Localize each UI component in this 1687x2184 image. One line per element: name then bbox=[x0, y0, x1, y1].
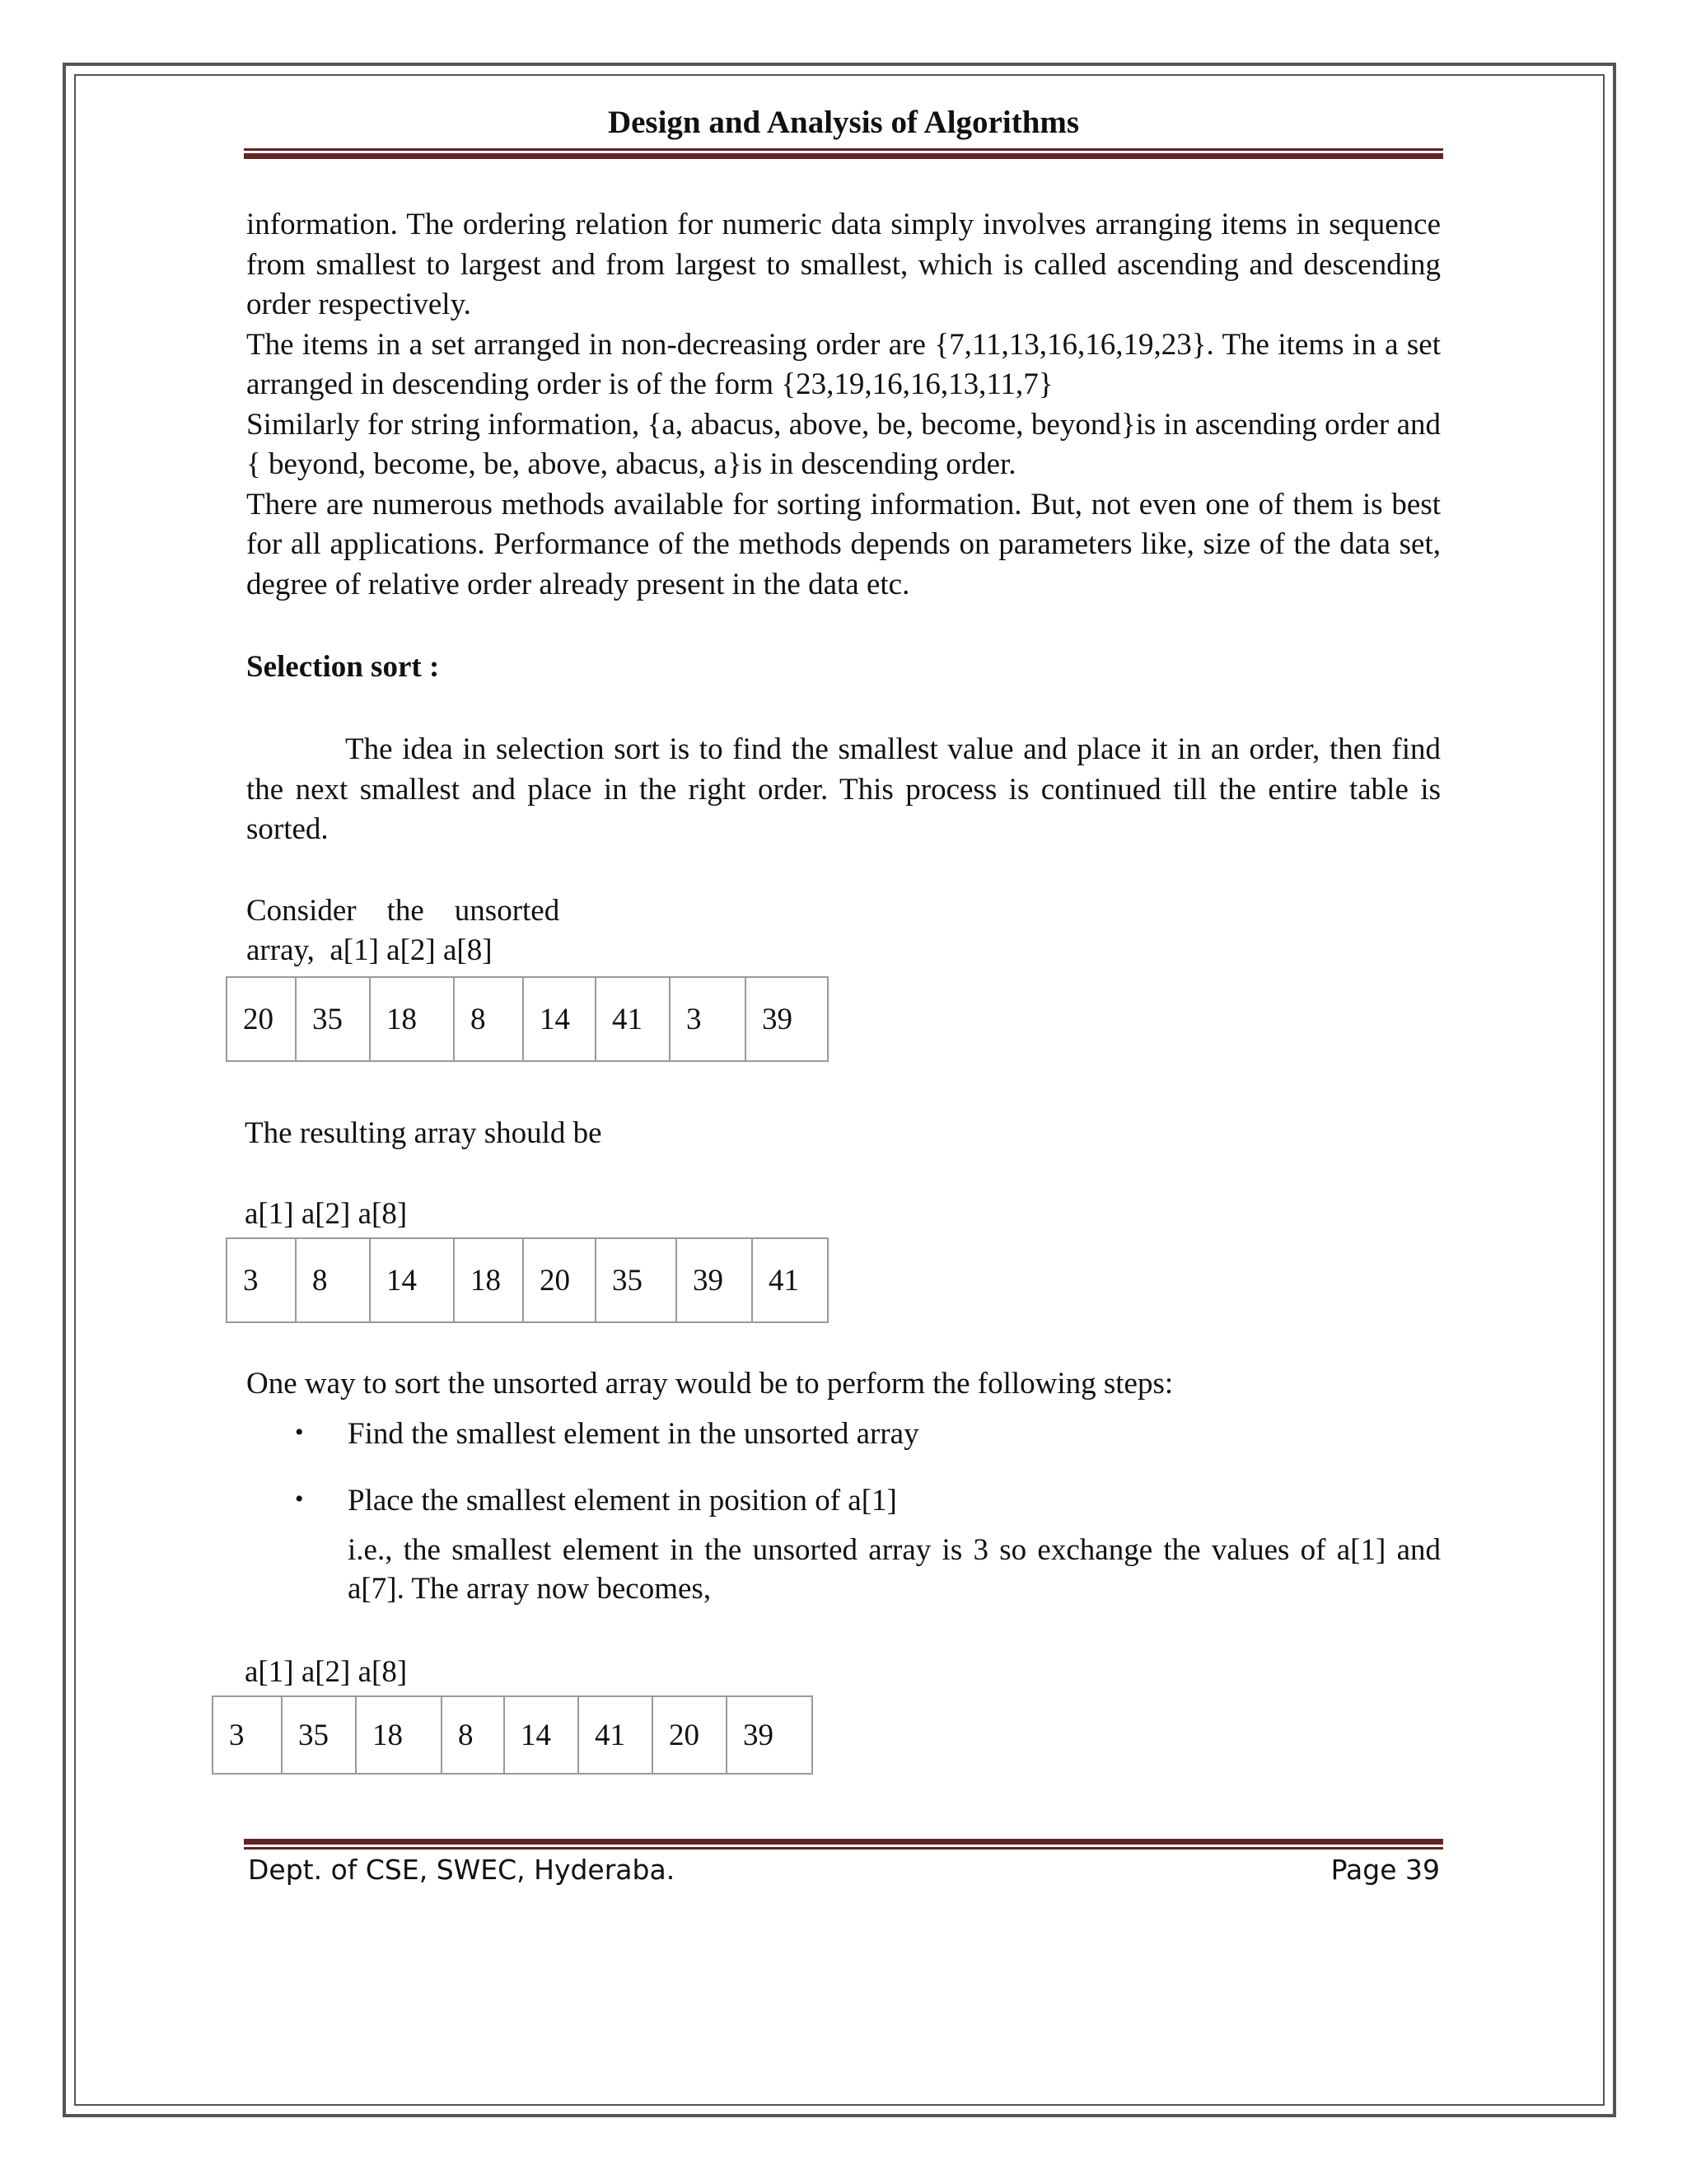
array-cell: 39 bbox=[745, 978, 829, 1060]
step-item: Place the smallest element in position of a[1] bbox=[348, 1484, 897, 1518]
paragraph: i.e., the smallest element in the unsorted array is 3 so exchange the values of a[1] and a[7]. The array now becomes, bbox=[348, 1533, 1441, 1606]
step-note bbox=[348, 1531, 1441, 1608]
array-cell: 20 bbox=[522, 1239, 595, 1321]
array-cell: 8 bbox=[441, 1697, 503, 1773]
array-cell: 18 bbox=[453, 1239, 522, 1321]
array-cell: 35 bbox=[281, 1697, 355, 1773]
page-number: Page 39 bbox=[1330, 1854, 1440, 1886]
footer-rule bbox=[244, 1839, 1443, 1850]
array-cell: 18 bbox=[369, 978, 453, 1060]
array-cell: 35 bbox=[595, 1239, 675, 1321]
consider-line: Consider the unsorted bbox=[246, 894, 560, 928]
array-cell: 14 bbox=[503, 1697, 577, 1773]
array-cell: 18 bbox=[355, 1697, 441, 1773]
resulting-label: The resulting array should be bbox=[245, 1116, 602, 1150]
array-cell: 35 bbox=[295, 978, 369, 1060]
array-cell: 3 bbox=[212, 1697, 281, 1773]
step-item: Find the smallest element in the unsorted array bbox=[348, 1417, 919, 1451]
bullet-icon: • bbox=[295, 1419, 304, 1446]
array-cell: 39 bbox=[675, 1239, 751, 1321]
array-cell: 3 bbox=[226, 1239, 295, 1321]
array-index-label: a[1] a[2] a[8] bbox=[245, 1655, 408, 1689]
steps-intro: One way to sort the unsorted array would be to perform the following steps: bbox=[246, 1367, 1174, 1401]
array-cell: 41 bbox=[595, 978, 669, 1060]
array-sorted bbox=[226, 1237, 829, 1323]
array-cell: 8 bbox=[295, 1239, 369, 1321]
array-index-label: array, a[1] a[2] a[8] bbox=[246, 933, 493, 967]
paragraph: The items in a set arranged in non-decreasing order are {7,11,13,16,16,19,23}. The items in a set arranged in descending order is of the form {23,19,16,16,13,11,7} bbox=[246, 327, 1441, 401]
array-cell: 41 bbox=[577, 1697, 652, 1773]
array-cell: 41 bbox=[751, 1239, 829, 1321]
array-cell: 39 bbox=[726, 1697, 813, 1773]
page-header-title: Design and Analysis of Algorithms bbox=[607, 105, 1080, 140]
array-cell: 8 bbox=[453, 978, 522, 1060]
array-index-label: a[1] a[2] a[8] bbox=[245, 1197, 408, 1231]
array-cell: 20 bbox=[226, 978, 295, 1060]
bullet-icon: • bbox=[295, 1485, 304, 1513]
paragraph: Similarly for string information, {a, abacus, above, be, become, beyond}is in ascending order and { beyond, become, be, above, abacus, a}is in descending order. bbox=[246, 407, 1441, 481]
paragraph: information. The ordering relation for numeric data simply involves arranging items in sequence from smallest to largest and from largest to smallest, which is called ascending and descending order respectively. bbox=[246, 208, 1441, 321]
array-cell: 14 bbox=[522, 978, 595, 1060]
footer-department: Dept. of CSE, SWEC, Hyderaba. bbox=[248, 1854, 675, 1886]
intro-text bbox=[246, 205, 1441, 605]
array-cell: 14 bbox=[369, 1239, 453, 1321]
paragraph: There are numerous methods available for sorting information. But, not even one of them is best for all applications. Performance of the methods depends on parameters like, size of the data set, degree of relative order already present in the data etc. bbox=[246, 487, 1441, 601]
array-cell: 20 bbox=[652, 1697, 726, 1773]
array-step-1 bbox=[212, 1695, 813, 1775]
section-heading: Selection sort : bbox=[246, 650, 440, 684]
header-rule bbox=[244, 148, 1443, 159]
array-cell: 3 bbox=[669, 978, 745, 1060]
section-text bbox=[246, 730, 1441, 850]
paragraph: The idea in selection sort is to find the smallest value and place it in an order, then find the next smallest and place in the right order. This process is continued till the entire table is sorted. bbox=[246, 732, 1441, 846]
array-unsorted bbox=[226, 976, 829, 1062]
